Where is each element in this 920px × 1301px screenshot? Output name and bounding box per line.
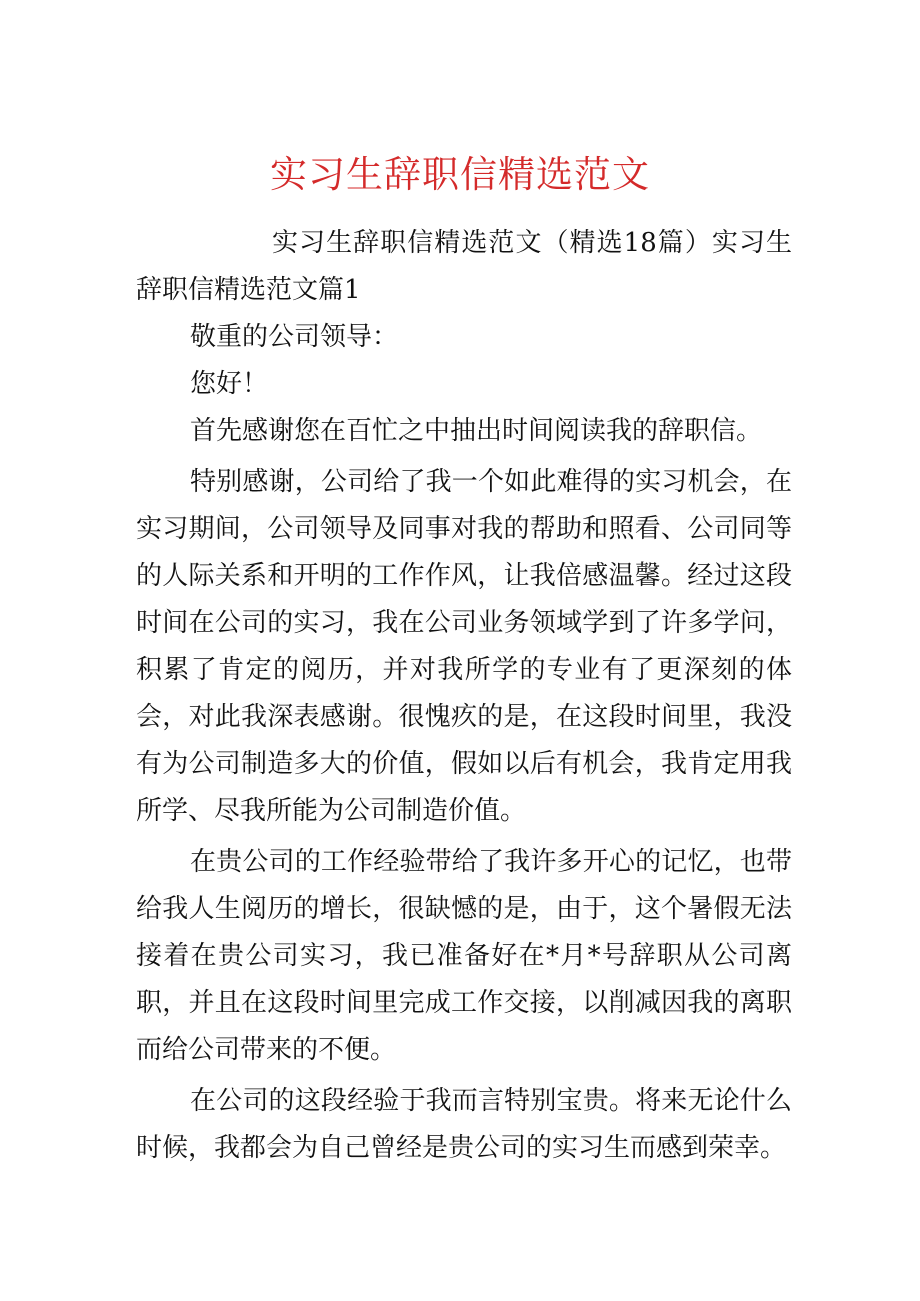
intro-paragraph: 实习生辞职信精选范文（精选18篇）实习生辞职信精选范文篇1 <box>136 228 792 305</box>
document-body <box>136 220 792 1172</box>
body-paragraph-1: 首先感谢您在百忙之中抽出时间阅读我的辞职信。 <box>190 416 763 446</box>
document-title: 实习生辞职信精选范文 <box>270 153 650 196</box>
body-paragraph-3: 在贵公司的工作经验带给了我许多开心的记忆，也带给我人生阅历的增长，很缺憾的是，由于，这个暑假无法接着在贵公司实习，我已准备好在*月*号辞职从公司离职，并且在这段时间里完成工作交接，以削减因我的离职而给公司带来的不便。 <box>136 847 792 1065</box>
salutation: 敬重的公司领导： <box>190 322 399 352</box>
body-paragraph-4: 在公司的这段经验于我而言特别宝贵。将来无论什么时候，我都会为自己曾经是贵公司的实习生而感到荣幸。 <box>136 1086 792 1163</box>
greeting: 您好！ <box>190 369 269 399</box>
body-paragraph-2: 特别感谢，公司给了我一个如此难得的实习机会，在实习期间，公司领导及同事对我的帮助和照看、公司同等的人际关系和开明的工作作风，让我倍感温馨。经过这段时间在公司的实习，我在公司业务领域学到了许多学问，积累了肯定的阅历，并对我所学的专业有了更深刻的体会，对此我深表感谢。很愧疚的是，在这段时间里，我没有为公司制造多大的价值，假如以后有机会，我肯定用我所学、尽我所能为公司制造价值。 <box>136 467 792 826</box>
